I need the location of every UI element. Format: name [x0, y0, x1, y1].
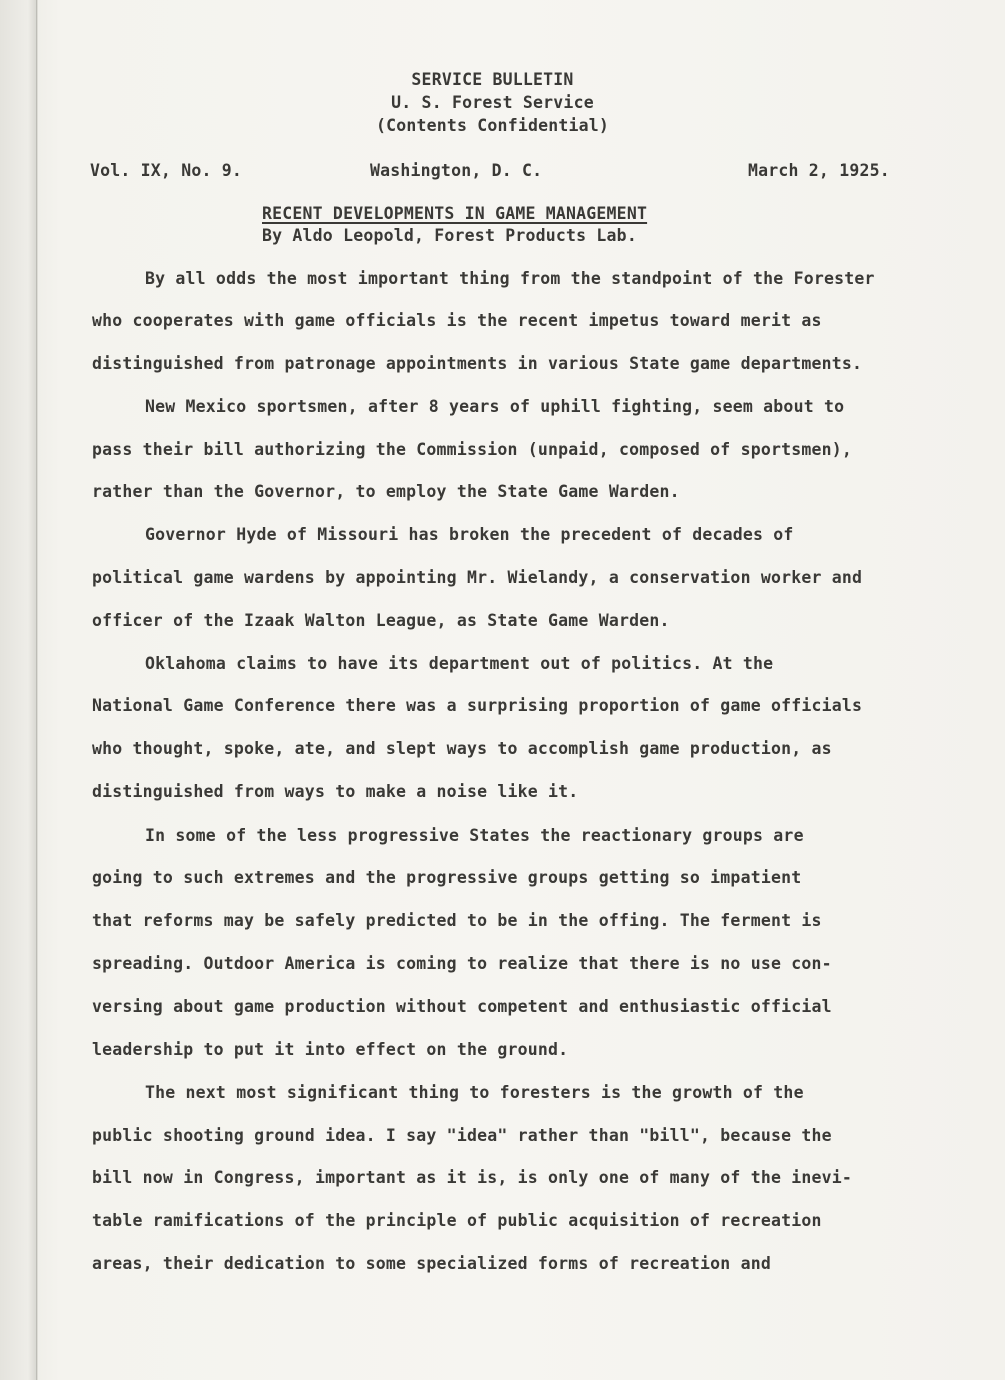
body-line: versing about game production without competent and enthusiastic official — [92, 997, 832, 1016]
body-line: table ramifications of the principle of public acquisition of recreation — [92, 1211, 822, 1230]
body-line: New Mexico sportsmen, after 8 years of uphill fighting, seem about to — [145, 397, 845, 416]
body-line: who cooperates with game officials is the recent impetus toward merit as — [92, 311, 822, 330]
body-line: distinguished from ways to make a noise like it. — [92, 782, 579, 801]
body-line: leadership to put it into effect on the ground. — [92, 1040, 569, 1059]
issue-date: March 2, 1925. — [748, 161, 890, 180]
body-line: areas, their dedication to some specialized forms of recreation and — [92, 1254, 771, 1273]
body-line: going to such extremes and the progressive groups getting so impatient — [92, 868, 802, 887]
body-line: that reforms may be safely predicted to be in the offing. The ferment is — [92, 911, 822, 930]
volume-number: Vol. IX, No. 9. — [90, 161, 243, 180]
body-line: Governor Hyde of Missouri has broken the precedent of decades of — [145, 525, 794, 544]
article-title: RECENT DEVELOPMENTS IN GAME MANAGEMENT — [262, 204, 648, 223]
body-line: who thought, spoke, ate, and slept ways to accomplish game production, as — [92, 739, 832, 758]
agency-name: U. S. Forest Service — [391, 93, 594, 112]
body-line: distinguished from patronage appointments in various State game departments. — [92, 354, 863, 373]
body-line: officer of the Izaak Walton League, as State Game Warden. — [92, 611, 670, 630]
body-line: political game wardens by appointing Mr. Wielandy, a conservation worker and — [92, 568, 863, 587]
body-line: By all odds the most important thing from the standpoint of the Forester — [145, 269, 875, 288]
binding-fold-line — [36, 0, 37, 1380]
issue-place: Washington, D. C. — [370, 161, 543, 180]
body-line: The next most significant thing to foresters is the growth of the — [145, 1083, 804, 1102]
article-byline: By Aldo Leopold, Forest Products Lab. — [262, 226, 637, 245]
body-line: public shooting ground idea. I say "idea" rather than "bill", because the — [92, 1126, 832, 1145]
body-line: rather than the Governor, to employ the State Game Warden. — [92, 482, 680, 501]
body-line: bill now in Congress, important as it is, is only one of many of the inevi- — [92, 1168, 853, 1187]
body-line: pass their bill authorizing the Commission (unpaid, composed of sportsmen), — [92, 440, 853, 459]
bulletin-name: SERVICE BULLETIN — [411, 70, 574, 89]
body-line: In some of the less progressive States the reactionary groups are — [145, 826, 804, 845]
confidentiality-note: (Contents Confidential) — [375, 116, 610, 135]
body-line: National Game Conference there was a surprising proportion of game officials — [92, 696, 863, 715]
body-line: spreading. Outdoor America is coming to realize that there is no use con- — [92, 954, 832, 973]
page-binding-edge — [0, 0, 38, 1380]
body-line: Oklahoma claims to have its department out of politics. At the — [145, 654, 774, 673]
